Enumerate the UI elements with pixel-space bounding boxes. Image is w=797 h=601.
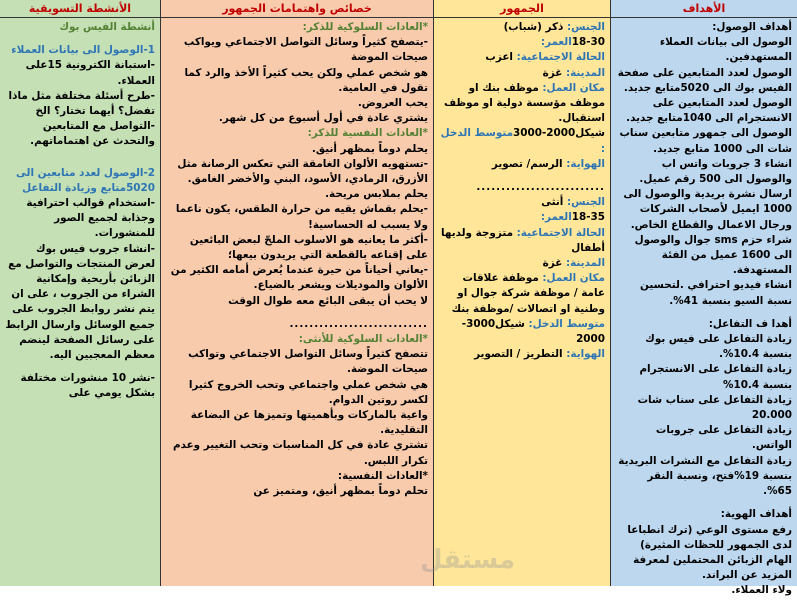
goal-line: الوصول الى جمهور متابعين سناب شات الى 1000 متابع جديد. — [619, 127, 792, 155]
characteristics-body — [161, 18, 433, 501]
activity-item: -طرح أسئلة مختلفة مثل ماذا تفضل؟ أيهما تختار؟ الخ — [8, 89, 155, 118]
goal2-title: 2-الوصول لعدد متابعين الى 5020متابع وزيادة التفاعل — [16, 166, 155, 194]
activity-item — [5, 363, 155, 371]
goal-line: زيادة التفاعل مع النشرات البريدية بنسبة 19%فتح، ونسبة النقر 65%. — [618, 454, 792, 498]
female-behavior-list — [166, 347, 428, 499]
male-psych-item: -تستهويه الألوان الغامقة التي تعكس الرصانة مثل الأزرق، الرمادي، الأسود، البني والأخضر الغامق. — [177, 157, 428, 186]
goal1-list — [5, 58, 155, 149]
male-behavior-item: يشتري عادة في أول أسبوع من كل شهر. — [218, 112, 428, 125]
female-age-row: 18-35العمر: — [540, 211, 605, 224]
male-behavior-item: يحب العروض. — [357, 97, 428, 110]
female-social-row: الحالة الاجتماعية: متزوجة ولديها أطفال — [440, 226, 605, 254]
female-behavior-item: تشتري عادة في كل المناسبات وتحب التغيير وعدم تكرار اللبس. — [172, 439, 428, 467]
activity-item: -نشر 10 منشورات مختلفة بشكل يومي على — [20, 372, 155, 400]
activities-column — [0, 0, 160, 586]
male-behavior-title: *العادات السلوكية للذكر: — [302, 21, 428, 33]
goal-line: أهداف الوصول: — [712, 21, 792, 33]
female-gender-row: الجنس: أنثى — [541, 196, 605, 209]
male-gender-row: الجنس: ذكر (شباب) — [503, 21, 605, 33]
goal-line: الوصول لعدد المتابعين على صفحة الفيس بوك الى 5020متابع جديد. — [617, 66, 792, 94]
goals-header: الأهداف — [611, 0, 797, 18]
audience-body — [434, 18, 610, 364]
male-age-row: 18-30العمر: — [540, 36, 605, 49]
female-behavior-item: هي شخص عملي واجتماعي وتحب الخروج كثيرا لكسر روتين الدوام. — [188, 378, 428, 406]
goal-line: شراء حزم sms جوال والوصول الى 1600 عميل من الفئة المستهدفة. — [634, 233, 792, 277]
male-psych-item: يحلم دوماً بمظهر أنيق. — [311, 142, 428, 155]
activity-item: -انشاء جروب فيس بوك لعرض المنتجات والتواصل مع الزبائن بأريحية وإمكانية الشراء من الجروب ، على ان يتم نشر روابط الجروب على جميع الوسائل وارسال الرابط على رسائل الصفحة لينضم معظم المعجبين اليه. — [5, 242, 155, 362]
male-social-row: الحالة الاجتماعية: اعزب — [485, 51, 605, 64]
goal-line: أهداف الهوية: — [720, 508, 792, 521]
goal-line: الهام الزبائن المحتملين لمعرفة المزيد عن البراند. — [633, 553, 792, 582]
characteristics-header: خصائص واهتمامات الجمهور — [161, 0, 433, 18]
goal2-list — [5, 196, 155, 402]
activities-body — [0, 18, 160, 404]
male-behavior-list — [166, 35, 428, 126]
goal-line: ولاء العملاء. — [731, 584, 792, 597]
female-behavior-item: واعية بالماركات وبأهميتها وتميزها عن البضاعة التقليدية. — [190, 409, 428, 437]
male-work-row: مكان العمل: موظف بنك او موظف مؤسسة دولية او موظف استقبال. — [444, 81, 605, 125]
male-behavior-item: -يتصفح كثيراً وسائل التواصل الاجتماعي ويواكب صيحات الموضة — [183, 36, 428, 64]
female-behavior-item: تتصفح كثيراً وسائل التواصل الاجتماعي وتواكب صيحات الموضة. — [188, 348, 428, 376]
goal-line — [616, 309, 792, 317]
male-income-row: شيكل2000-3000متوسط الدخل : — [440, 127, 605, 155]
goal-line: الوصول الى بيانات العملاء المستهدفين. — [659, 36, 792, 64]
goal-line: زيادة التفاعل على فيس بوك بنسبة 10.4%. — [645, 333, 792, 361]
male-psych-title: *العادات النفسية للذكر: — [307, 127, 428, 140]
male-psych-item: يحلم بملابس مريحة. — [325, 188, 428, 201]
activity-item: -التواصل مع المتابعين والتحدث عن اهتماماتهم. — [30, 120, 155, 148]
activities-subtitle: أنشطة الفيس بوك — [59, 21, 155, 33]
male-hobby-row: الهواية: الرسم/ تصوير — [491, 157, 605, 170]
watermark-logo: مستقل — [420, 545, 516, 575]
goal-line: أهدا ف التفاعل: — [708, 317, 792, 330]
male-psych-item: -يعاني أحياناً من حيرة عندما يُعرض أمامه الكثير من الألوان والموديلات ويشعر بالضياع. — [170, 264, 428, 292]
male-psych-item: -أكثر ما يعانيه هو الاسلوب الملحّ لبعض البائعين على إقناعه بالقطعة التي يريدون بيعها؛ — [189, 233, 428, 262]
female-hobby-row: الهواية: التطريز / التصوير — [474, 348, 605, 361]
goal-line: زيادة التفاعل على سناب شات 20.000 — [637, 393, 792, 422]
female-behavior-title: *العادات السلوكية للأنثى: — [298, 333, 428, 346]
goal-line: الوصول لعدد المتابعين على الانستجرام الى 1040متابع جديد. — [626, 97, 792, 125]
goals-list — [611, 18, 797, 601]
female-city-row: المدينة: غزة — [542, 257, 605, 270]
goal-line: انشاء فيديو احترافي .لتحسين نسبة السيو بنسبة 41%. — [640, 279, 792, 307]
goals-column — [610, 0, 797, 597]
characteristics-separator: ............................ — [289, 317, 428, 330]
female-income-row: متوسط الدخل: شيكل3000-2000 — [461, 317, 605, 346]
male-psych-item: -يحلم بقماش يقيه من حرارة الطقس، يكون ناعما ولا يسبب له الحساسية! — [175, 203, 428, 231]
audience-header: الجمهور — [434, 0, 610, 18]
characteristics-column — [160, 0, 433, 586]
female-behavior-item: تحلم دوماً بمظهر أنيق، ومتميز عن — [253, 485, 428, 498]
goal-line: زيادة التفاعل على جروبات الواتس. — [655, 424, 792, 452]
goal-line: ارسال نشرة بريدية والوصول الى 1000 ايميل لأصحاب الشركات ورجال الاعمال والقطاع الخاص. — [623, 188, 792, 231]
male-psych-item: لا يحب أن يبقى البائع معه طوال الوقت — [228, 294, 428, 307]
male-psych-list — [166, 142, 428, 309]
female-behavior-item: *العادات النفسية: — [337, 469, 428, 482]
male-city-row: المدينة: غزة — [542, 66, 605, 79]
activity-item: -استبانة الكترونية 15على العملاء. — [25, 59, 155, 87]
goal-line: انشاء 3 جروبات واتس اب والوصول الى 500 رقم عميل. — [639, 157, 792, 186]
goal-line: زيادة التفاعل على الانستجرام بنسبة 10.4% — [639, 363, 792, 391]
male-behavior-item: هو شخص عملي ولكن يحب كثيراً الأخذ والرد كما تقول في العامية. — [184, 66, 428, 94]
audience-column — [433, 0, 610, 586]
activity-item: -استخدام قوالب احترافية وجذابة لجميع الصور للمنشورات. — [26, 197, 155, 240]
goal1-title: 1-الوصول الى بيانات العملاء — [11, 44, 155, 57]
audience-separator: .......................... — [476, 181, 605, 194]
activities-header: الأنشطة التسويقية — [0, 0, 160, 18]
goal-line: رفع مستوى الوعي (ترك انطباعا لدى الجمهور للحظات المثيرة) — [627, 523, 792, 551]
goal-line — [616, 499, 792, 507]
female-work-row: مكان العمل: موظفة علاقات عامة / موظفة شركة جوال او وطنية او اتصالات /موظفة بنك — [451, 272, 605, 315]
